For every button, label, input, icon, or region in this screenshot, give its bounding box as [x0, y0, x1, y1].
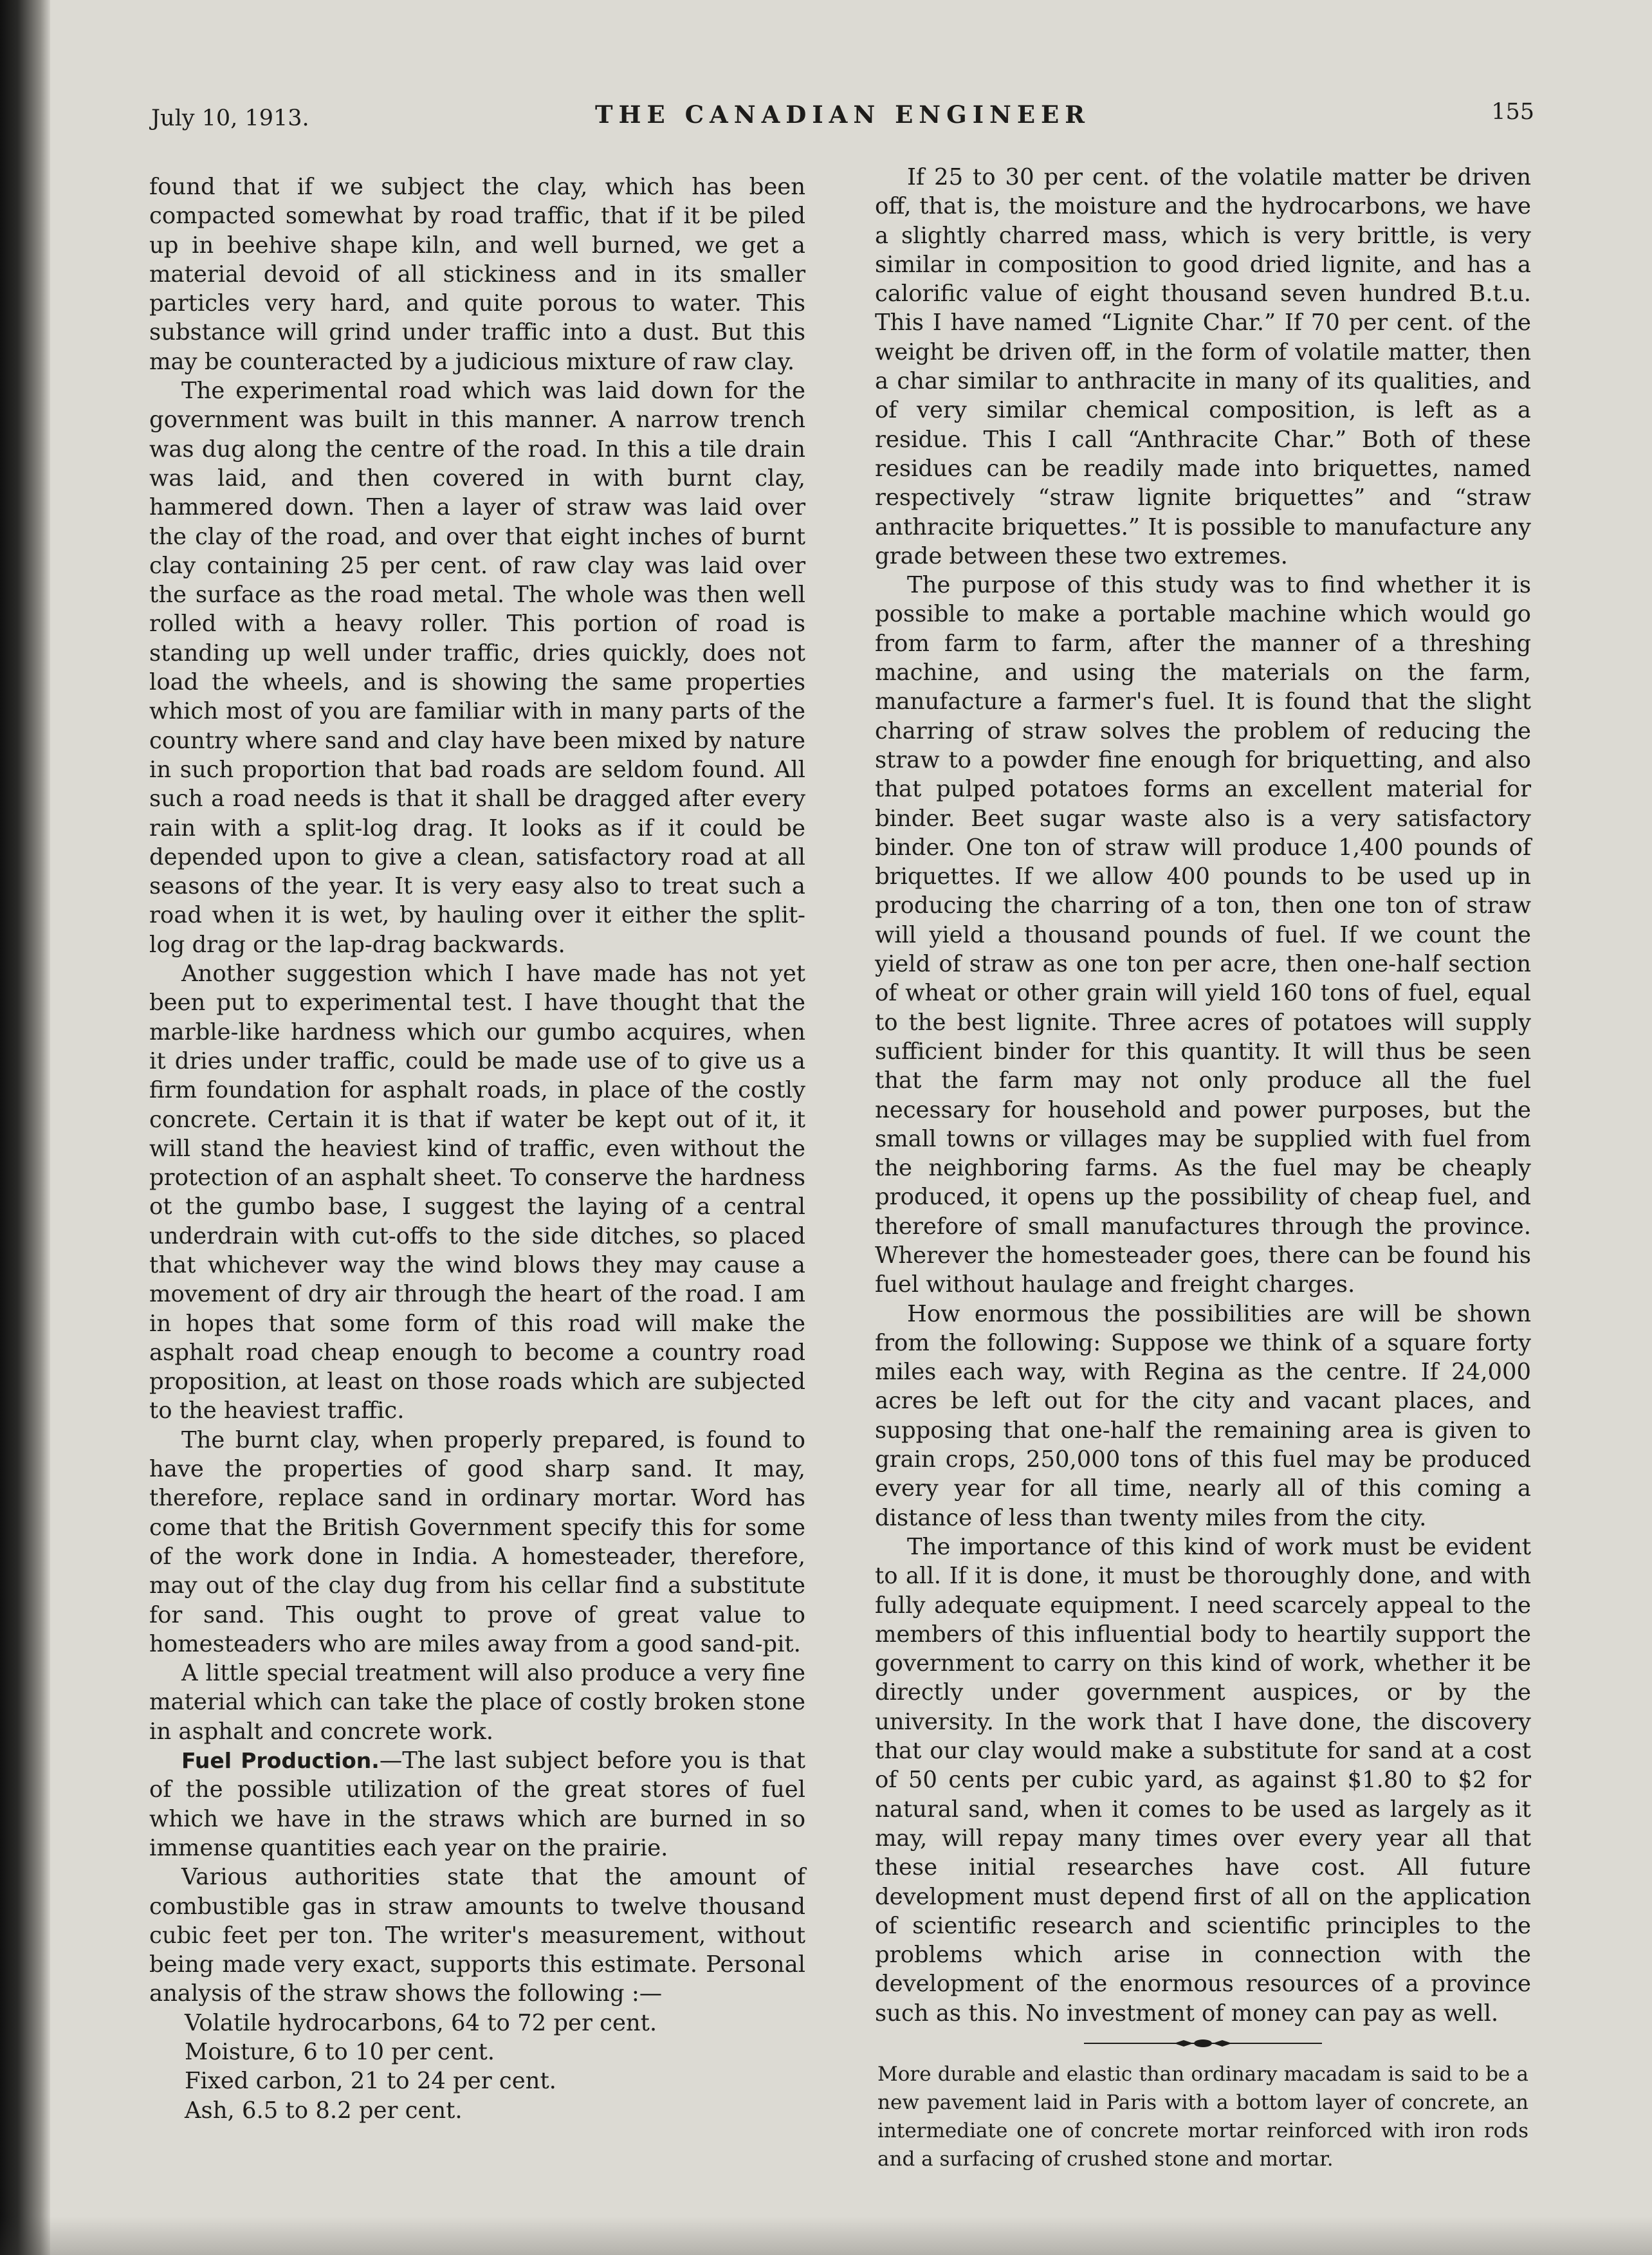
paragraph [149, 1746, 805, 1863]
list-item: Volatile hydrocarbons, 64 to 72 per cent. [185, 2009, 657, 2036]
section-heading: Fuel Production. [181, 1748, 380, 1774]
journal-title: THE CANADIAN ENGINEER [595, 100, 1090, 129]
news-note: More durable and elastic than ordinary macadam is said to be a new pavement laid in Paris with a bottom layer of concrete, an intermediate one of concrete mortar reinforced with iron rods and a surfacing of crushed stone and mortar. [877, 2063, 1528, 2171]
paragraph: The burnt clay, when properly prepared, is found to have the properties of good sharp sand. It may, therefore, replace sand in ordinary mortar. Word has come that the British Government specify this for some of the work done in India. A homesteader, therefore, may out of the clay dug from his cellar find a substitute for sand. This ought to prove of great value to homesteaders who are miles away from a good sand-pit. [149, 1426, 805, 1657]
paragraph: The experimental road which was laid down for the government was built in this manner. A narrow trench was dug along the centre of the road. In this a tile drain was laid, and then covered in with burnt clay, hammered down. Then a layer of straw was laid over the clay of the road, and over that eight inches of burnt clay containing 25 per cent. of raw clay was laid over the surface as the road metal. The whole was then well rolled with a heavy roller. This portion of road is standing up well under traffic, dries quickly, does not load the wheels, and is showing the same properties which most of you are familiar with in many parts of the country where sand and clay have been mixed by nature in such proportion that bad roads are seldom found. All such a road needs is that it shall be dragged after every rain with a split-log drag. It looks as if it could be depended upon to give a clean, satisfactory road at all seasons of the year. It is very easy also to treat such a road when it is wet, by hauling over it either the split-log drag or the lap-drag backwards. [149, 378, 805, 958]
straw-analysis-list [149, 2009, 805, 2125]
paragraph: Another suggestion which I have made has not yet been put to experimental test. I have thought that the marble-like hardness which our gumbo acquires, when it dries under traffic, could be made use of to give us a firm foundation for asphalt roads, in place of the costly concrete. Certain it is that if water be kept out of it, it will stand the heaviest kind of traffic, even without the protection of an asphalt sheet. To conserve the hardness ot the gumbo base, I suggest the laying of a central underdrain with cut-offs to the side ditches, so placed that whichever way the wind blows they may cause a movement of dry air through the heart of the road. I am in hopes that some form of this road will make the asphalt road cheap enough to become a country road proposition, at least on those roads which are subjected to the heaviest traffic. [149, 961, 805, 1424]
page-edge-shadow [0, 2216, 1652, 2255]
paragraph: The purpose of this study was to find whether it is possible to make a portable machine which would go from farm to farm, after the manner of a threshing machine, and using the materials on the farm, manufacture a farmer's fuel. It is found that the slight charring of straw solves the problem of reducing the straw to a powder fine enough for briquetting, and also that pulped potatoes forms an excellent material for binder. Beet sugar waste also is a very satisfactory binder. One ton of straw will produce 1,400 pounds of briquettes. If we allow 400 pounds to be used up in producing the charring of a ton, then one ton of straw will yield a thousand pounds of fuel. If we count the yield of straw as one ton per acre, then one-half section of wheat or other grain will yield 160 tons of fuel, equal to the best lignite. Three acres of potatoes will supply sufficient binder for this quantity. It will thus be seen that the farm may not only produce all the fuel necessary for household and power purposes, but the small towns or villages may be supplied with fuel from the neighboring farms. As the fuel may be cheaply produced, it opens up the possibility of cheap fuel, and therefore of small manufactures through the province. Wherever the homesteader goes, there can be found his fuel without haulage and freight charges. [875, 572, 1531, 1298]
paragraph: Various authorities state that the amount of combustible gas in straw amounts to twelve thousand cubic feet per ton. The writer's measurement, without being made very exact, supports this estimate. Personal analysis of the straw shows the following :— [149, 1864, 805, 2007]
paragraph-text: —The last subject before you is that of the possible utilization of the great stores of fuel which we have in the straws which are burned in so immense quantities each year on the prairie. [149, 1747, 805, 1861]
paragraph: The importance of this kind of work must be evident to all. If it is done, it must be thoroughly done, and with fully adequate equipment. I need scarcely appeal to the members of this influential body to heartily support the government to carry on this kind of work, whether it be directly under government auspices, or by the university. In the work that I have done, the discovery that our clay would make a substitute for sand at a cost of 50 cents per cubic yard, as against $1.80 to $2 for natural sand, when it comes to be used as largely as it may, will repay many times over every year all that these initial researches have cost. All future development must depend first of all on the application of scientific research and scientific principles to the problems which arise in connection with the development of the enormous resources of a province such as this. No investment of money can pay as well. [875, 1533, 1531, 2027]
running-header [151, 97, 1534, 135]
section-divider-ornament [1084, 2038, 1322, 2048]
paragraph: How enormous the possibilities are will be shown from the following: Suppose we think of a square forty miles each way, with Regina as the centre. If 24,000 acres be left out for the city and vacant places, and supposing that one-half the remaining area is given to grain crops, 250,000 tons of this fuel may be produced every year for all time, nearly all of this coming a distance of less than twenty miles from the city. [875, 1300, 1531, 1531]
left-column [149, 172, 805, 2125]
list-item: Ash, 6.5 to 8.2 per cent. [185, 2097, 463, 2124]
page-number: 155 [1491, 99, 1534, 125]
issue-date: July 10, 1913. [151, 106, 309, 131]
binding-shadow [0, 0, 50, 2255]
paragraph: found that if we subject the clay, which has been compacted somewhat by road traffic, that if it be piled up in beehive shape kiln, and well burned, we get a material devoid of all stickiness and in its smaller particles very hard, and quite porous to water. This substance will grind under traffic into a dust. But this may be counteracted by a judicious mixture of raw clay. [149, 174, 805, 375]
list-item: Fixed carbon, 21 to 24 per cent. [185, 2068, 556, 2095]
paragraph: If 25 to 30 per cent. of the volatile matter be driven off, that is, the moisture and the hydrocarbons, we have a slightly charred mass, which is very brittle, is very similar in composition to good dried lignite, and has a calorific value of eight thousand seven hundred B.t.u. This I have named “Lignite Char.” If 70 per cent. of the weight be driven off, in the form of volatile matter, then a char similar to anthracite in many of its qualities, and of very similar chemical composition, is left as a residue. This I call “Anthracite Char.” Both of these residues can be readily made into briquettes, named respectively “straw lignite briquettes” and “straw anthracite briquettes.” It is possible to manufacture any grade between these two extremes. [875, 164, 1531, 569]
paragraph: A little special treatment will also produce a very fine material which can take the place of costly broken stone in asphalt and concrete work. [149, 1660, 805, 1745]
list-item: Moisture, 6 to 10 per cent. [185, 2039, 495, 2065]
right-column [875, 163, 1531, 2173]
